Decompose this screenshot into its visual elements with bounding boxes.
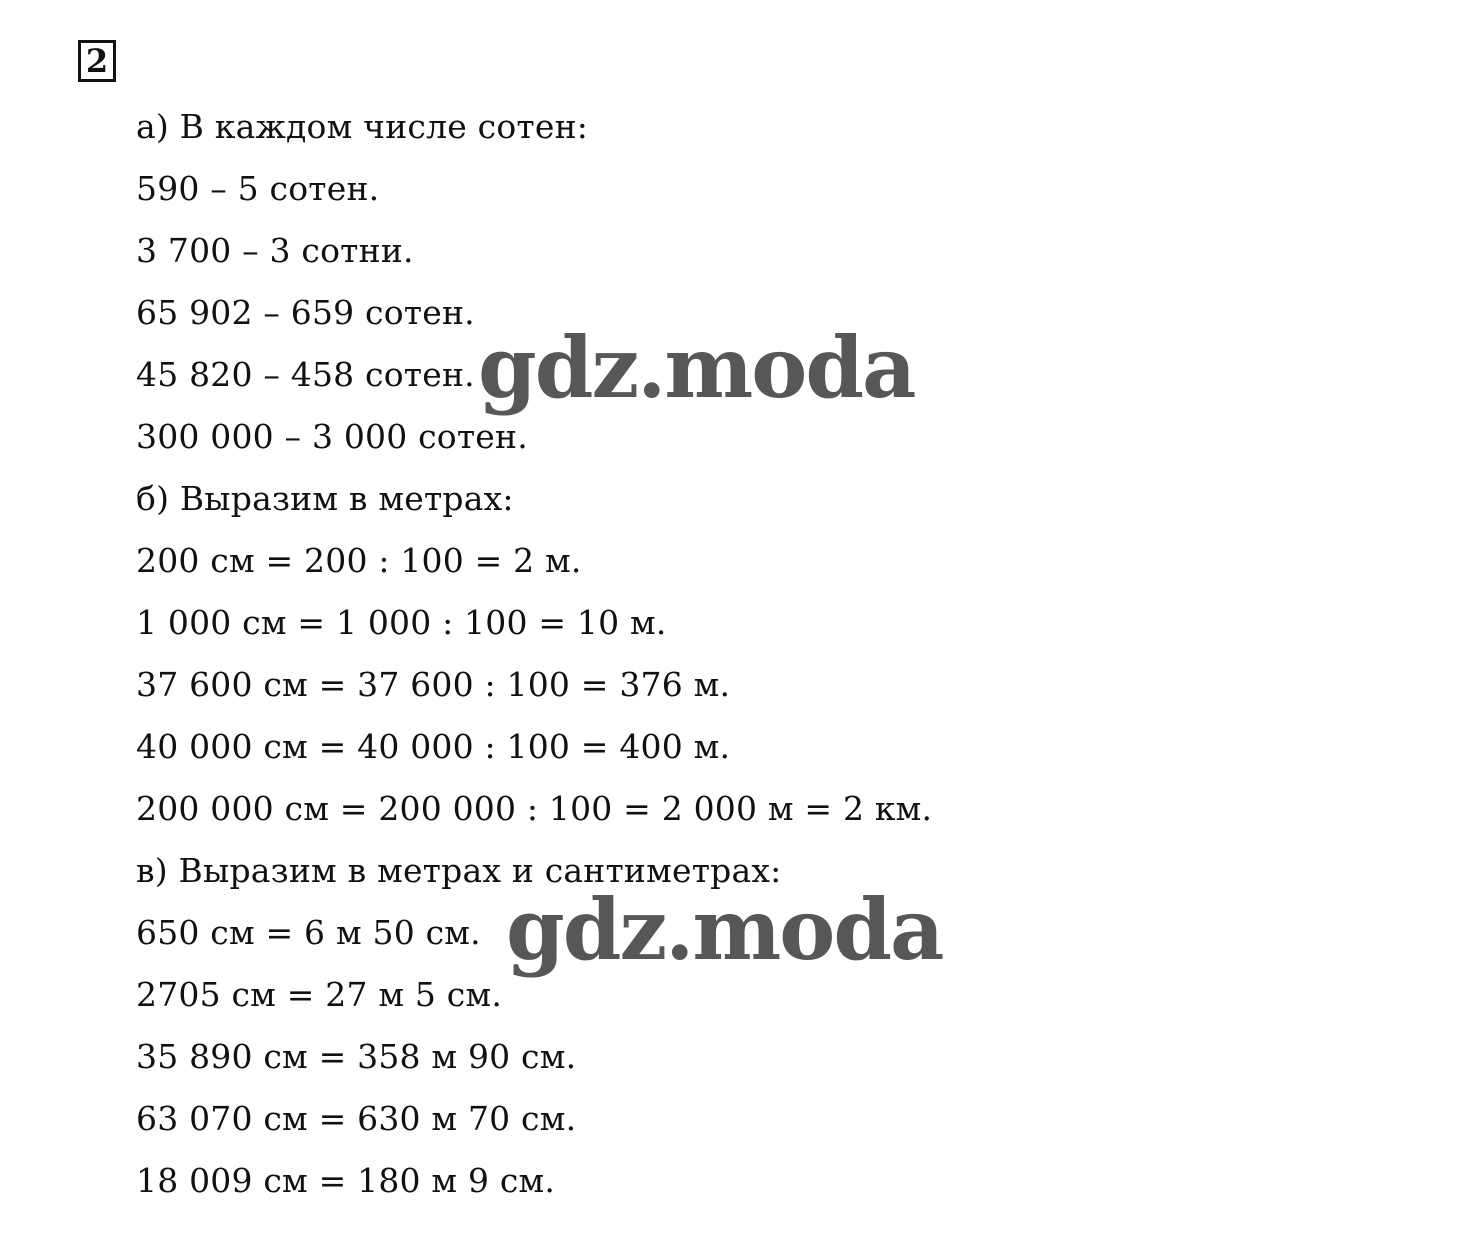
solution-line: 300 000 – 3 000 сотен. <box>136 417 528 456</box>
solution-line: 2705 см = 27 м 5 см. <box>136 975 503 1014</box>
solution-line: 63 070 см = 630 м 70 см. <box>136 1099 577 1138</box>
solution-line: 18 009 см = 180 м 9 см. <box>136 1161 556 1200</box>
solution-line: 200 000 см = 200 000 : 100 = 2 000 м = 2 км. <box>136 789 933 828</box>
solution-line: 590 – 5 сотен. <box>136 169 380 208</box>
solution-line: 35 890 см = 358 м 90 см. <box>136 1037 577 1076</box>
watermark: gdz.moda <box>506 880 943 979</box>
solution-line: 650 см = 6 м 50 см. <box>136 913 481 952</box>
solution-line: 40 000 см = 40 000 : 100 = 400 м. <box>136 727 731 766</box>
watermark: gdz.moda <box>478 318 915 417</box>
solution-line: 200 см = 200 : 100 = 2 м. <box>136 541 582 580</box>
solution-line: 3 700 – 3 сотни. <box>136 231 414 270</box>
solution-line: 65 902 – 659 сотен. <box>136 293 475 332</box>
solution-line: 45 820 – 458 сотен. <box>136 355 475 394</box>
section-a-heading: а) В каждом числе сотен: <box>136 107 589 146</box>
section-c-heading: в) Выразим в метрах и сантиметрах: <box>136 851 782 890</box>
solution-line: 1 000 см = 1 000 : 100 = 10 м. <box>136 603 667 642</box>
solution-lines <box>136 98 932 1214</box>
task-number-box: 2 <box>78 40 116 82</box>
solution-line: 37 600 см = 37 600 : 100 = 376 м. <box>136 665 731 704</box>
section-b-heading: б) Выразим в метрах: <box>136 479 514 518</box>
